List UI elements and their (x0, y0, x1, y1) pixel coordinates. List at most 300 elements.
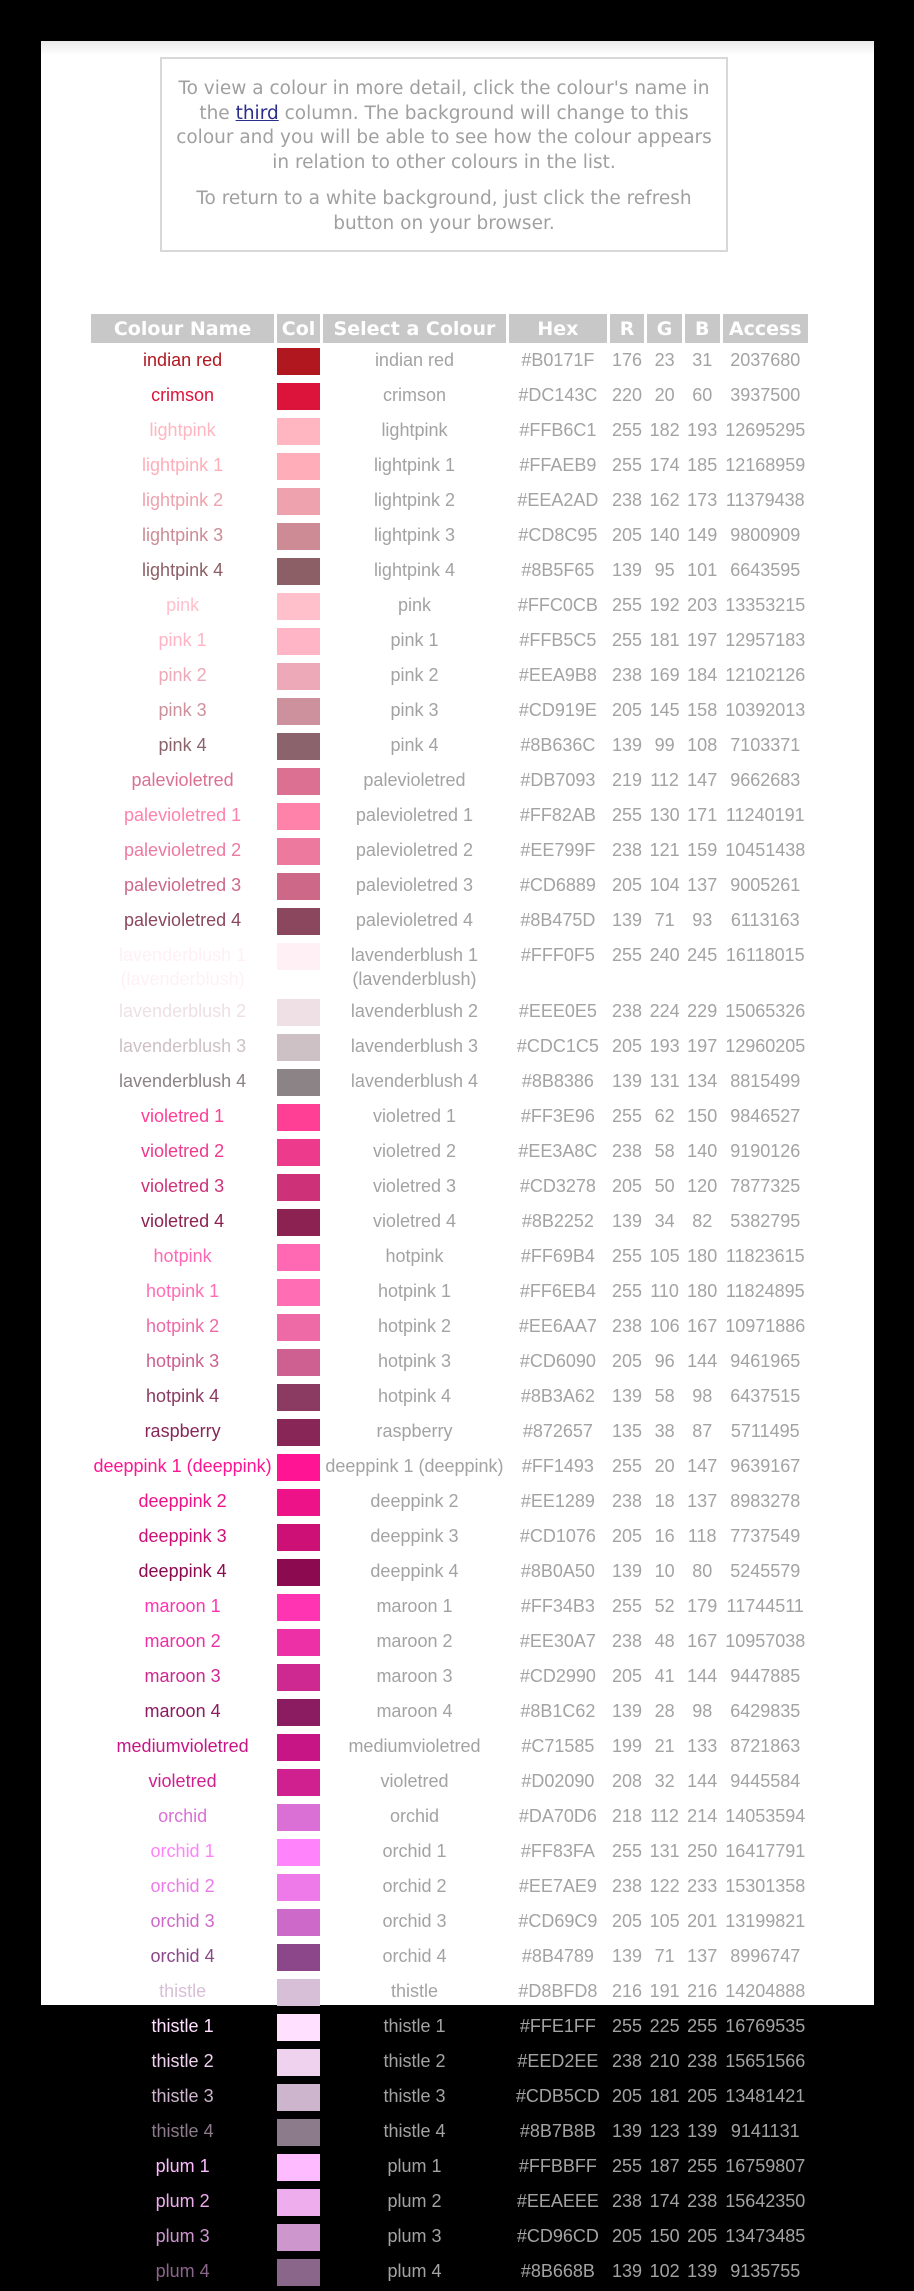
g-value: 32 (654, 1771, 675, 1791)
b-value: 184 (687, 665, 718, 685)
select-colour-link[interactable]: deeppink 1 (deeppink) (325, 1456, 504, 1476)
colour-name: maroon 3 (144, 1666, 221, 1686)
hex-value: #CD2990 (519, 1666, 596, 1686)
select-colour-link[interactable]: hotpink 2 (377, 1316, 451, 1336)
swatch-fill (277, 1734, 320, 1761)
r-value: 205 (611, 2086, 643, 2106)
b-value: 197 (687, 1036, 718, 1056)
g-value: 131 (649, 1071, 680, 1091)
colour-name: violetred 2 (141, 1141, 225, 1161)
access-value: 6437515 (730, 1386, 801, 1406)
colour-swatch (277, 1591, 320, 1624)
access-value: 9846527 (730, 1106, 801, 1126)
colour-name: violetred 1 (141, 1106, 225, 1126)
g-value: 131 (649, 1841, 680, 1861)
hex-value: #CD6889 (519, 875, 596, 895)
swatch-fill (277, 628, 320, 655)
swatch-fill (277, 1069, 320, 1096)
colour-name: palevioletred 2 (124, 840, 242, 860)
select-colour-link[interactable]: lightpink 1 (373, 455, 455, 475)
select-colour-link[interactable]: thistle 3 (383, 2086, 446, 2106)
select-colour-link[interactable]: palevioletred 1 (355, 805, 474, 825)
select-colour-link[interactable]: hotpink 1 (377, 1281, 451, 1301)
select-colour-link[interactable]: raspberry (376, 1421, 453, 1441)
hex-value: #CD6090 (519, 1351, 596, 1371)
swatch-fill (277, 1279, 320, 1306)
g-value: 123 (649, 2121, 680, 2141)
swatch-fill (277, 1419, 320, 1446)
select-colour-link[interactable]: hotpink 3 (377, 1351, 451, 1371)
b-value: 180 (687, 1246, 718, 1266)
g-value: 20 (654, 385, 675, 405)
b-value: 147 (687, 770, 718, 790)
hex-value: #D02090 (521, 1771, 595, 1791)
select-colour-link[interactable]: orchid 2 (382, 1876, 447, 1896)
colour-swatch (277, 1976, 320, 2009)
colour-name: pink 3 (158, 700, 207, 720)
r-value: 255 (611, 1281, 643, 1301)
colour-name: lightpink 4 (142, 560, 224, 580)
table-row (91, 1276, 808, 1309)
colour-name: crimson (151, 385, 215, 405)
b-value: 167 (687, 1316, 718, 1336)
access-value: 12957183 (725, 630, 806, 650)
colour-swatch (277, 695, 320, 728)
colour-swatch (277, 1031, 320, 1064)
swatch-fill (277, 2154, 320, 2181)
swatch-fill (277, 1594, 320, 1621)
table-row (91, 800, 808, 833)
select-colour-link[interactable]: orchid (389, 1806, 439, 1826)
select-colour-link[interactable]: palevioletred 4 (355, 910, 474, 930)
g-value: 121 (649, 840, 680, 860)
r-value: 255 (611, 420, 643, 440)
b-value: 171 (687, 805, 718, 825)
access-value: 12960205 (725, 1036, 806, 1056)
g-value: 58 (654, 1141, 675, 1161)
select-colour-link[interactable]: crimson (382, 385, 446, 405)
b-value: 216 (687, 1981, 718, 2001)
colour-name: hotpink 1 (146, 1281, 220, 1301)
select-colour-link[interactable]: pink 1 (390, 630, 439, 650)
table-row (91, 1941, 808, 1974)
select-colour-link[interactable]: orchid 3 (382, 1911, 447, 1931)
table-row (91, 2011, 808, 2044)
select-colour-link[interactable]: deeppink 3 (370, 1526, 459, 1546)
table-row (91, 1416, 808, 1449)
hex-value: #FFE1FF (519, 2016, 596, 2036)
colour-name: raspberry (144, 1421, 221, 1441)
table-row (91, 380, 808, 413)
select-colour-link[interactable]: lavenderblush 3 (350, 1036, 479, 1056)
swatch-fill (277, 418, 320, 445)
swatch-fill (277, 2259, 320, 2286)
colour-swatch (277, 1521, 320, 1554)
colour-name: mediumvioletred (116, 1736, 249, 1756)
table-row (91, 590, 808, 623)
r-value: 139 (611, 1386, 643, 1406)
access-value: 9447885 (730, 1666, 801, 1686)
b-value: 201 (687, 1911, 718, 1931)
select-colour-link[interactable]: indian red (374, 350, 454, 370)
colour-swatch (277, 660, 320, 693)
hex-value: #FFC0CB (517, 595, 598, 615)
swatch-fill (277, 2189, 320, 2216)
swatch-fill (277, 2084, 320, 2111)
colour-name: indian red (143, 350, 223, 370)
r-value: 255 (611, 805, 643, 825)
r-value: 238 (611, 1141, 643, 1161)
colour-name: lavenderblush 2 (119, 1001, 247, 1021)
hex-value: #C71585 (521, 1736, 595, 1756)
access-value: 15651566 (725, 2051, 806, 2071)
g-value: 162 (649, 490, 680, 510)
b-value: 144 (687, 1351, 718, 1371)
select-colour-link[interactable]: pink 2 (390, 665, 439, 685)
table-row (91, 1976, 808, 2009)
b-value: 137 (687, 1491, 718, 1511)
g-value: 181 (649, 630, 680, 650)
colour-name: violetred 3 (141, 1176, 225, 1196)
access-value: 6113163 (730, 910, 800, 930)
b-value: 139 (687, 2261, 718, 2281)
colour-name: plum 3 (155, 2226, 210, 2246)
g-value: 240 (649, 945, 680, 965)
table-row (91, 1731, 808, 1764)
select-colour-link[interactable]: thistle (390, 1981, 438, 2001)
r-value: 255 (611, 455, 643, 475)
colour-swatch (277, 345, 320, 378)
table-row (91, 1486, 808, 1519)
swatch-fill (277, 1209, 320, 1236)
colour-name: maroon 4 (144, 1701, 221, 1721)
access-value: 11379438 (725, 490, 805, 510)
hex-value: #8B7B8B (519, 2121, 596, 2141)
r-value: 255 (611, 1106, 643, 1126)
access-value: 13481421 (725, 2086, 806, 2106)
colour-name: pink 1 (158, 630, 207, 650)
colour-swatch (277, 2186, 320, 2219)
hex-value: #FF82AB (519, 805, 596, 825)
swatch-fill (277, 1874, 320, 1901)
select-colour-link[interactable]: violetred (380, 1771, 449, 1791)
access-value: 9639167 (730, 1456, 801, 1476)
select-colour-link[interactable]: lavenderblush 4 (350, 1071, 479, 1091)
g-value: 105 (649, 1246, 680, 1266)
select-colour-link[interactable]: violetred 3 (372, 1176, 456, 1196)
colour-swatch (277, 2151, 320, 2184)
hex-value: #FF1493 (521, 1456, 594, 1476)
b-value: 139 (687, 2121, 718, 2141)
b-value: 82 (692, 1211, 713, 1231)
hex-value: #EEA2AD (517, 490, 599, 510)
g-value: 21 (654, 1736, 675, 1756)
colour-swatch (277, 1276, 320, 1309)
swatch-fill (277, 1174, 320, 1201)
b-value: 193 (687, 420, 718, 440)
r-value: 139 (611, 1561, 643, 1581)
select-colour-link[interactable]: lavenderblush 2 (350, 1001, 479, 1021)
access-value: 15642350 (725, 2191, 806, 2211)
select-colour-link[interactable]: lightpink 3 (373, 525, 455, 545)
swatch-fill (277, 1384, 320, 1411)
table-row (91, 485, 808, 518)
table-row (91, 1766, 808, 1799)
b-value: 197 (687, 630, 718, 650)
colour-name: pink 2 (158, 665, 207, 685)
swatch-fill (277, 908, 320, 935)
g-value: 99 (654, 735, 675, 755)
swatch-fill (277, 1664, 320, 1691)
select-colour-link[interactable]: pink 3 (390, 700, 439, 720)
table-row (91, 2221, 808, 2254)
colour-swatch (277, 1101, 320, 1134)
g-value: 34 (654, 1211, 675, 1231)
b-value: 255 (687, 2016, 718, 2036)
colour-swatch (277, 2046, 320, 2079)
r-value: 139 (611, 735, 643, 755)
table-row (91, 2186, 808, 2219)
hex-value: #EEAEEE (516, 2191, 599, 2211)
colour-swatch (277, 1486, 320, 1519)
select-colour-link[interactable]: lavenderblush 1 (lavenderblush) (350, 945, 479, 989)
hex-value: #872657 (522, 1421, 593, 1441)
colour-name: thistle (159, 1981, 207, 2001)
g-value: 191 (649, 1981, 680, 2001)
colour-name: violetred (148, 1771, 217, 1791)
colour-swatch (277, 555, 320, 588)
select-colour-link[interactable]: plum 4 (387, 2261, 442, 2281)
r-value: 238 (611, 490, 643, 510)
hex-value: #EEE0E5 (518, 1001, 597, 1021)
select-colour-link[interactable]: lightpink 2 (373, 490, 455, 510)
select-colour-link[interactable]: plum 3 (387, 2226, 442, 2246)
g-value: 50 (654, 1176, 675, 1196)
g-value: 187 (649, 2156, 680, 2176)
r-value: 238 (611, 840, 643, 860)
select-colour-link[interactable]: palevioletred 2 (355, 840, 474, 860)
hex-value: #EE30A7 (519, 1631, 596, 1651)
swatch-fill (277, 999, 320, 1026)
select-colour-link[interactable]: thistle 2 (383, 2051, 446, 2071)
b-value: 245 (687, 945, 718, 965)
select-colour-link[interactable]: maroon 2 (376, 1631, 453, 1651)
g-value: 106 (649, 1316, 680, 1336)
select-colour-link[interactable]: mediumvioletred (348, 1736, 481, 1756)
table-row (91, 555, 808, 588)
hex-value: #CD1076 (519, 1526, 596, 1546)
swatch-fill (277, 1559, 320, 1586)
table-row (91, 1381, 808, 1414)
colour-swatch (277, 1731, 320, 1764)
colour-swatch (277, 520, 320, 553)
select-colour-link[interactable]: maroon 1 (376, 1596, 453, 1616)
access-value: 15065326 (725, 1001, 806, 1021)
select-colour-link[interactable]: deeppink 4 (370, 1561, 459, 1581)
table-row (91, 870, 808, 903)
g-value: 193 (649, 1036, 680, 1056)
g-value: 225 (649, 2016, 680, 2036)
colour-name: deeppink 1 (deeppink) (93, 1456, 272, 1476)
access-value: 7877325 (730, 1176, 801, 1196)
b-value: 233 (687, 1876, 718, 1896)
table-row (91, 2151, 808, 2184)
hex-value: #8B8386 (521, 1071, 594, 1091)
b-value: 149 (687, 525, 718, 545)
b-value: 150 (687, 1106, 718, 1126)
select-colour-link[interactable]: thistle 1 (383, 2016, 446, 2036)
table-row (91, 1556, 808, 1589)
colour-name: lightpink (149, 420, 216, 440)
access-value: 12695295 (725, 420, 806, 440)
table-row (91, 1171, 808, 1204)
hex-value: #FFF0F5 (520, 945, 595, 965)
g-value: 48 (654, 1631, 675, 1651)
hex-value: #FF69B4 (520, 1246, 595, 1266)
colour-swatch (277, 835, 320, 868)
access-value: 14204888 (725, 1981, 806, 2001)
hex-value: #EEA9B8 (518, 665, 597, 685)
access-value: 13199821 (725, 1911, 806, 1931)
g-value: 174 (649, 455, 680, 475)
b-value: 147 (687, 1456, 718, 1476)
select-colour-link[interactable]: deeppink 2 (370, 1491, 459, 1511)
table-row (91, 2116, 808, 2149)
access-value: 9135755 (730, 2261, 801, 2281)
r-value: 205 (611, 1351, 643, 1371)
select-colour-link[interactable]: violetred 1 (372, 1106, 456, 1126)
colour-name: plum 4 (155, 2261, 210, 2281)
swatch-fill (277, 383, 320, 410)
access-value: 8996747 (730, 1946, 801, 1966)
access-value: 13353215 (725, 595, 806, 615)
select-colour-link[interactable]: pink (397, 595, 431, 615)
header-hex: Hex (509, 314, 607, 343)
swatch-fill (277, 803, 320, 830)
select-colour-link[interactable]: hotpink 4 (377, 1386, 451, 1406)
table-row (91, 996, 808, 1029)
g-value: 62 (654, 1106, 675, 1126)
table-row (91, 1136, 808, 1169)
table-row (91, 345, 808, 378)
g-value: 41 (654, 1666, 675, 1686)
access-value: 2037680 (730, 350, 801, 370)
swatch-fill (277, 488, 320, 515)
select-colour-link[interactable]: plum 1 (387, 2156, 442, 2176)
table-row (91, 765, 808, 798)
access-value: 5382795 (730, 1211, 801, 1231)
colour-name: hotpink 4 (146, 1386, 220, 1406)
colour-name: pink (166, 595, 200, 615)
colour-swatch (277, 1556, 320, 1589)
select-colour-link[interactable]: violetred 4 (372, 1211, 456, 1231)
select-colour-link[interactable]: violetred 2 (372, 1141, 456, 1161)
swatch-fill (277, 1699, 320, 1726)
colour-swatch (277, 1766, 320, 1799)
r-value: 139 (611, 560, 643, 580)
colour-swatch (277, 870, 320, 903)
select-colour-link[interactable]: lightpink (381, 420, 448, 440)
colour-name: palevioletred 4 (124, 910, 242, 930)
r-value: 218 (611, 1806, 643, 1826)
select-colour-link[interactable]: maroon 4 (376, 1701, 453, 1721)
colour-name: thistle 4 (151, 2121, 214, 2141)
colour-swatch (277, 1311, 320, 1344)
select-colour-link[interactable]: plum 2 (387, 2191, 442, 2211)
r-value: 238 (611, 665, 643, 685)
access-value: 9662683 (730, 770, 801, 790)
g-value: 145 (649, 700, 680, 720)
colour-swatch (277, 2256, 320, 2289)
g-value: 110 (650, 1281, 679, 1301)
select-colour-link[interactable]: palevioletred 3 (355, 875, 474, 895)
g-value: 23 (654, 350, 675, 370)
page (41, 41, 874, 2281)
access-value: 16769535 (725, 2016, 806, 2036)
colour-swatch (277, 1626, 320, 1659)
select-colour-link[interactable]: orchid 4 (382, 1946, 447, 1966)
r-value: 255 (611, 2156, 643, 2176)
r-value: 216 (611, 1981, 643, 2001)
access-value: 10971886 (725, 1316, 806, 1336)
access-value: 11824895 (725, 1281, 805, 1301)
colour-name: orchid 1 (150, 1841, 215, 1861)
colour-name: thistle 1 (151, 2016, 214, 2036)
g-value: 20 (654, 1456, 675, 1476)
g-value: 192 (649, 595, 680, 615)
swatch-fill (277, 1629, 320, 1656)
select-colour-link[interactable]: thistle 4 (383, 2121, 446, 2141)
r-value: 238 (611, 2051, 643, 2071)
colour-swatch (277, 415, 320, 448)
r-value: 135 (611, 1421, 643, 1441)
select-colour-link[interactable]: maroon 3 (376, 1666, 453, 1686)
table-row (91, 660, 808, 693)
b-value: 205 (687, 2086, 718, 2106)
hex-value: #D8BFD8 (518, 1981, 598, 2001)
hex-value: #EE7AE9 (518, 1876, 597, 1896)
select-colour-link[interactable]: palevioletred (363, 770, 466, 790)
colour-name: lavenderblush 1 (lavenderblush) (119, 945, 247, 989)
b-value: 144 (687, 1771, 718, 1791)
table-row (91, 2081, 808, 2114)
b-value: 120 (687, 1176, 718, 1196)
swatch-fill (277, 1979, 320, 2006)
select-colour-link[interactable]: lightpink 4 (373, 560, 455, 580)
instructions-box (160, 57, 728, 252)
swatch-fill (277, 1839, 320, 1866)
hex-value: #DB7093 (520, 770, 596, 790)
colour-name: thistle 3 (151, 2086, 214, 2106)
colour-swatch (277, 1241, 320, 1274)
hex-value: #8B668B (520, 2261, 595, 2281)
r-value: 238 (611, 1876, 643, 1896)
swatch-fill (277, 523, 320, 550)
r-value: 255 (611, 1456, 643, 1476)
swatch-fill (277, 1944, 320, 1971)
select-colour-link[interactable]: pink 4 (390, 735, 439, 755)
r-value: 255 (611, 1841, 643, 1861)
g-value: 112 (650, 1806, 679, 1826)
select-colour-link[interactable]: orchid 1 (382, 1841, 447, 1861)
third-column-link[interactable]: third (235, 102, 279, 124)
access-value: 9461965 (730, 1351, 801, 1371)
select-colour-link[interactable]: hotpink (385, 1246, 444, 1266)
b-value: 229 (687, 1001, 718, 1021)
swatch-fill (277, 2014, 320, 2041)
r-value: 139 (611, 2121, 643, 2141)
g-value: 96 (654, 1351, 675, 1371)
